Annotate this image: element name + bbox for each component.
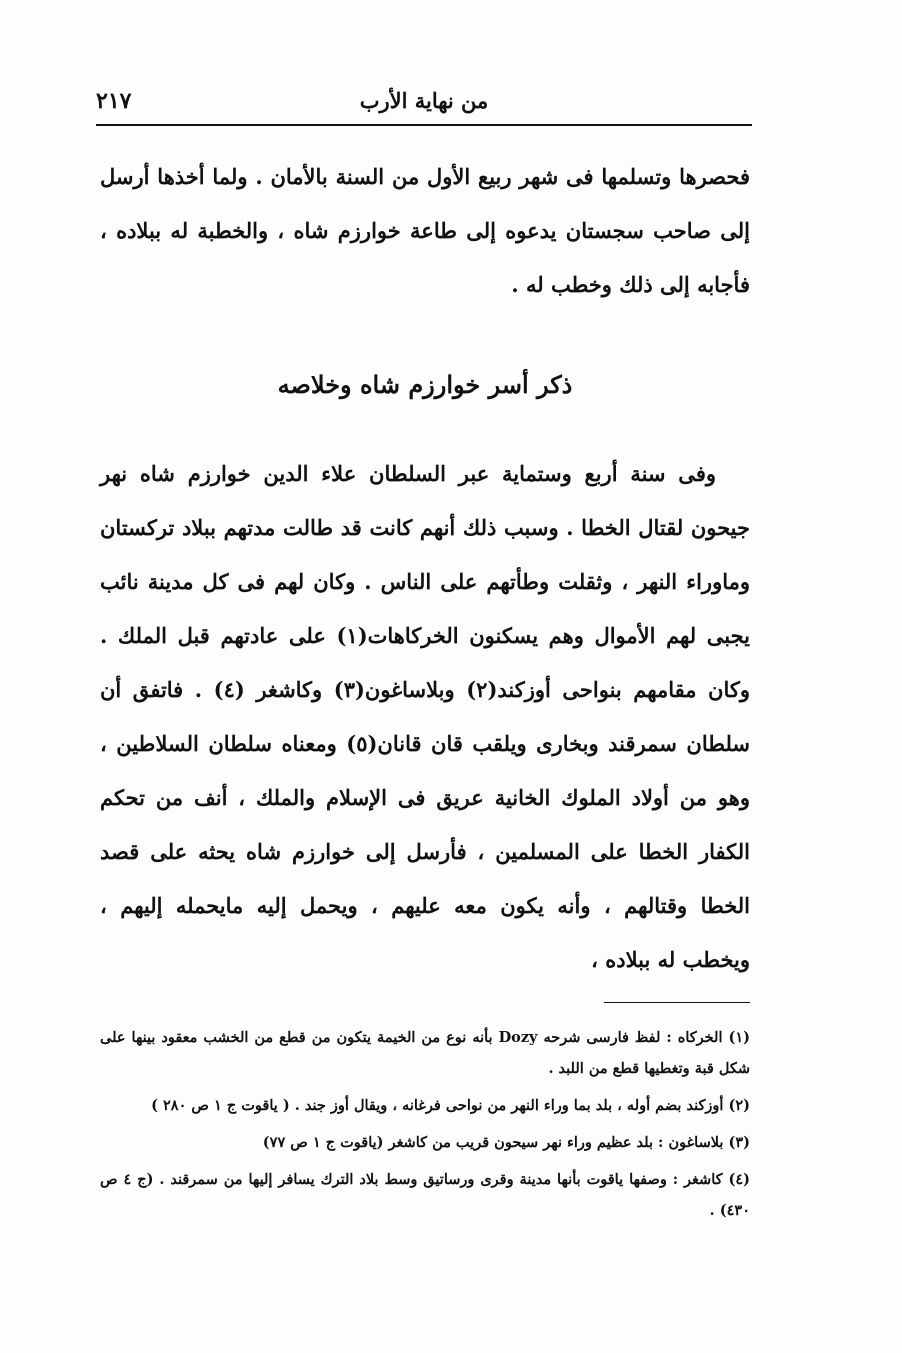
footnote-4 <box>100 1164 750 1226</box>
footnote-text: (٤) كاشغر : وصفها ياقوت بأنها مدينة وقرى ورساتيق وسط بلاد الترك يسافر إليها من سمرقند . (ج ٤ ص ٤٣٠) . <box>100 1171 750 1219</box>
paragraph-2: وفى سنة أربع وستماية عبر السلطان علاء الدين خوارزم شاه نهر جيحون لقتال الخطا . وسبب ذلك أنهم كانت قد طالت مدتهم ببلاد تركستان وماوراء النهر ، وثقلت وطأتهم على الناس . وكان لهم فى كل مدينة نائب يجبى لهم الأموال وهم يسكنون الخركاهات(١) على عادتهم قبل الملك . وكان مقامهم بنواحى أوزكند(٢) وبلاساغون(٣) وكاشغر (٤) . فاتفق أن سلطان سمرقند وبخارى ويلقب قان قانان(٥) ومعناه سلطان السلاطين ، وهو من أولاد الملوك الخانية عريق فى الإسلام والملك ، أنف من تحكم الكفار الخطا على المسلمين ، فأرسل إلى خوارزم شاه يحثه على قصد الخطا وقتالهم ، وأنه يكون معه عليهم ، ويحمل إليه مايحمله إليهم ، ويخطب له ببلاده ، <box>100 461 750 972</box>
footnote-reference: ( ياقوت ج ١ ص ٢٨٠ ) <box>151 1097 290 1114</box>
page-number: ٢١٧ <box>96 88 132 114</box>
footnote-text: (٢) أوزكند بضم أوله ، بلد بما وراء النهر من نواحى فرغانه ، ويقال أوز جند . <box>294 1097 750 1114</box>
footnote-text: (٣) بلاساغون : بلد عظيم وراء نهر سيحون قريب من كاشغر (ياقوت ج ١ ص ٧٧) <box>262 1134 750 1151</box>
header-rule <box>96 124 752 126</box>
footnote-text: (١) الخركاه : لفظ فارسى شرحه Dozy بأنه نوع من الخيمة يتكون من قطع من الخشب معقود بينها على شكل قبة وتغطيها قطع من اللبد . <box>100 1029 750 1077</box>
footnote-rule <box>604 1002 750 1003</box>
paragraph-1: فحصرها وتسلمها فى شهر ربيع الأول من السنة بالأمان . ولما أخذها أرسل إلى صاحب سجستان يدعوه إلى طاعة خوارزم شاه ، والخطبة له ببلاده ، فأجابه إلى ذلك وخطب له . <box>100 164 750 297</box>
footnotes <box>100 1022 750 1226</box>
page-header <box>96 76 752 126</box>
footnote-3 <box>100 1127 750 1158</box>
section-heading: ذكر أسر خوارزم شاه وخلاصه <box>277 370 573 399</box>
footnote-1 <box>100 1022 750 1084</box>
running-title: من نهاية الأرب <box>359 88 489 113</box>
footnote-2 <box>100 1090 750 1121</box>
